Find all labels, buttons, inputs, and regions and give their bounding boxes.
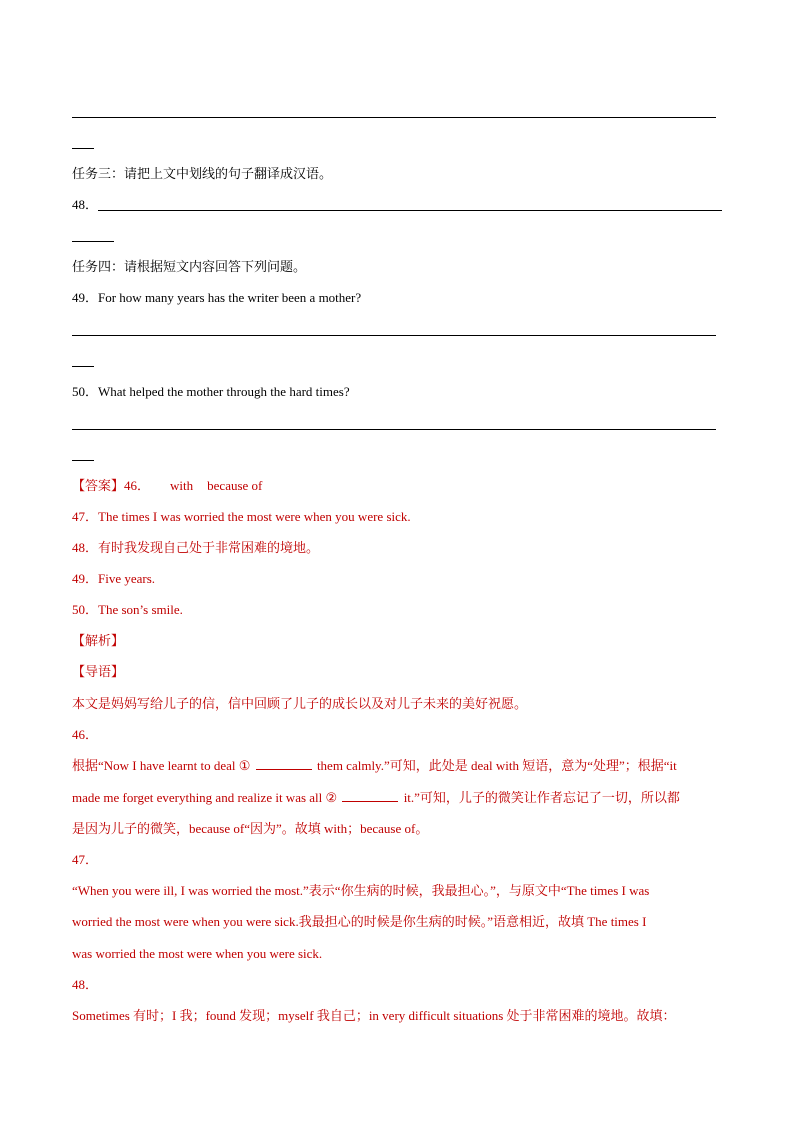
answer-48: 48．有时我发现自己处于非常困难的境地。: [72, 540, 320, 555]
answer-46: [72, 477, 262, 495]
analysis-46-line1-a: 根据“Now I have learnt to deal: [72, 758, 236, 773]
analysis-46-line2: [72, 789, 680, 807]
answer-46-number: 46．: [124, 478, 151, 493]
answer-tag: 【答案】: [72, 478, 125, 493]
analysis-47-number: 47．: [72, 852, 99, 867]
analysis-46-line1: [72, 757, 677, 775]
analysis-48-line1: Sometimes 有时；I 我；found 发现；myself 我自己；in very difficult situations 处于非常困难的境地。故填：: [72, 1008, 676, 1023]
answer-line-50-tail: [72, 460, 94, 461]
question-49: 49．For how many years has the writer been a mother?: [72, 290, 362, 305]
analysis-46-number: 46．: [72, 727, 99, 742]
guide-text: 本文是妈妈写给儿子的信，信中回顾了儿子的成长以及对儿子未来的美好祝愿。: [72, 696, 528, 711]
analysis-46-line2-a: made me forget everything and realize it was all: [72, 790, 323, 805]
analysis-tag: 【解析】: [72, 633, 125, 648]
answer-line-49-tail: [72, 366, 94, 367]
guide-tag: 【导语】: [72, 664, 125, 679]
answer-line-47: [72, 117, 716, 118]
task4-title: 任务四：请根据短文内容回答下列问题。: [72, 259, 307, 274]
circle-number-2: ②: [325, 790, 338, 805]
circle-number-1: ①: [238, 758, 251, 773]
analysis-47-line1: “When you were ill, I was worried the most.”表示“你生病的时候，我最担心。”，与原文中“The times I was: [72, 883, 650, 898]
question-50: 50．What helped the mother through the hard times?: [72, 384, 350, 399]
answer-line-48: [98, 210, 722, 211]
analysis-46-line3: 是因为儿子的微笑，because of“因为”。故填 with；because of。: [72, 821, 429, 836]
blank-1: [256, 757, 312, 770]
answer-46-word1: with: [170, 478, 194, 493]
analysis-47-line2: worried the most were when you were sick.我最担心的时候是你生病的时候。”语意相近，故填 The times I: [72, 914, 647, 929]
answer-line-47-tail: [72, 148, 94, 149]
analysis-47-line3: was worried the most were when you were sick.: [72, 946, 323, 961]
analysis-48-number: 48．: [72, 977, 99, 992]
answer-line-49: [72, 335, 716, 336]
task3-title: 任务三：请把上文中划线的句子翻译成汉语。: [72, 166, 333, 181]
analysis-46-line2-b: it.”可知，儿子的微笑让作者忘记了一切，所以都: [403, 790, 680, 805]
analysis-46-line1-b: them calmly.”可知，此处是 deal with 短语，意为“处理”；根据“it: [316, 758, 677, 773]
answer-46-word2: because of: [207, 478, 263, 493]
answer-line-48-tail: [72, 241, 114, 242]
answer-47: 47．The times I was worried the most were when you were sick.: [72, 509, 411, 524]
q48-number: 48．: [72, 197, 99, 212]
answer-line-50: [72, 429, 716, 430]
answer-50: 50．The son’s smile.: [72, 602, 183, 617]
answer-49: 49．Five years.: [72, 571, 156, 586]
blank-2: [342, 789, 398, 802]
